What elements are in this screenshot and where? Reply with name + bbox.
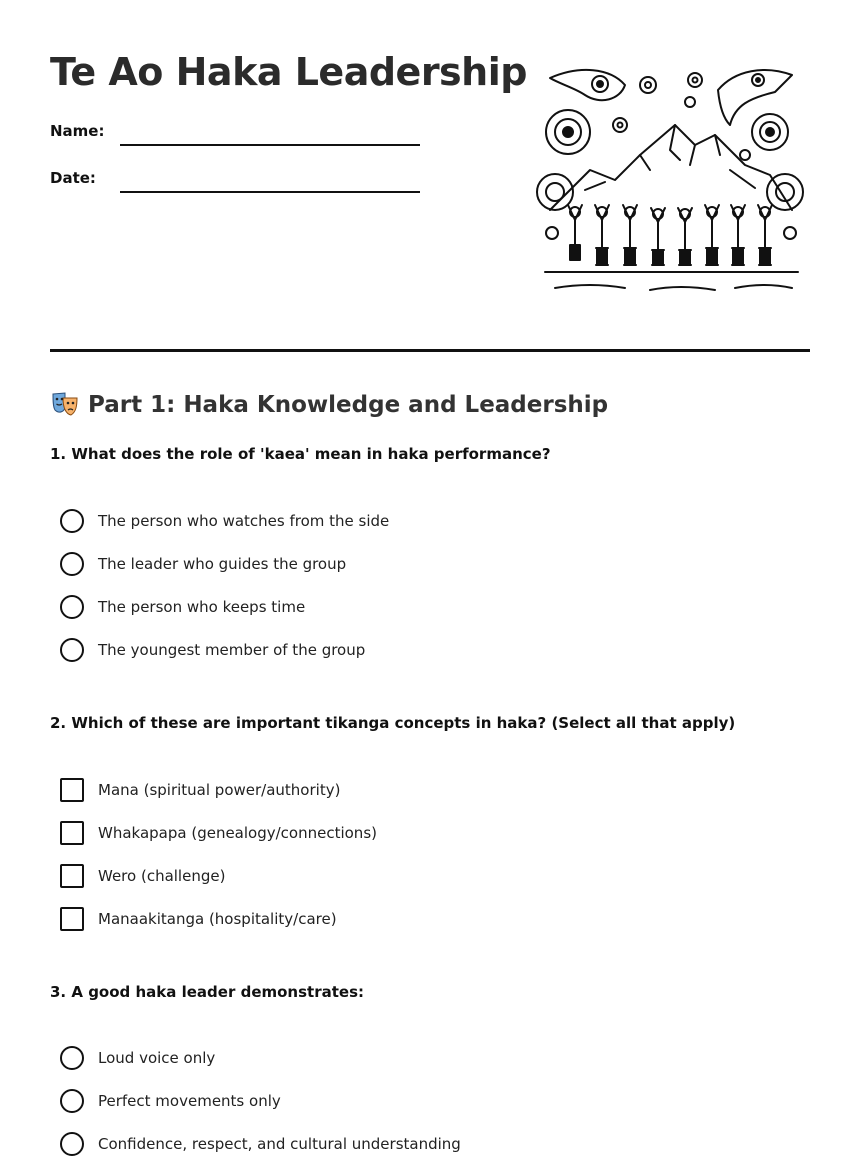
section-title: Part 1: Haka Knowledge and Leadership [88, 392, 609, 418]
haka-group-mountain-illustration [530, 60, 810, 300]
option-label: The youngest member of the group [98, 641, 366, 659]
name-field[interactable] [50, 122, 430, 152]
theater-masks-icon [50, 390, 80, 420]
name-label: Name: [50, 122, 105, 140]
radio-button[interactable] [60, 509, 84, 533]
checkbox[interactable] [60, 778, 84, 802]
q3-option-1[interactable] [60, 1045, 215, 1071]
q1-option-4[interactable] [60, 637, 365, 663]
option-label: Manaakitanga (hospitality/care) [98, 910, 337, 928]
option-label: The person who keeps time [98, 598, 306, 616]
q1-option-1[interactable] [60, 508, 389, 534]
option-label: The person who watches from the side [98, 512, 390, 530]
radio-button[interactable] [60, 595, 84, 619]
section-heading [50, 388, 608, 422]
question-2: 2. Which of these are important tikanga concepts in haka? (Select all that apply) [50, 714, 736, 732]
checkbox[interactable] [60, 864, 84, 888]
option-label: Loud voice only [98, 1049, 216, 1067]
option-label: Whakapapa (genealogy/connections) [98, 824, 377, 842]
radio-button[interactable] [60, 1089, 84, 1113]
date-field[interactable] [50, 169, 430, 199]
checkbox[interactable] [60, 907, 84, 931]
option-label: The leader who guides the group [98, 555, 347, 573]
q1-option-3[interactable] [60, 594, 305, 620]
option-label: Perfect movements only [98, 1092, 281, 1110]
date-label: Date: [50, 169, 96, 187]
q2-option-4[interactable] [60, 906, 337, 932]
radio-button[interactable] [60, 638, 84, 662]
date-input-line[interactable] [120, 191, 420, 193]
option-label: Wero (challenge) [98, 867, 226, 885]
radio-button[interactable] [60, 552, 84, 576]
page-title: Te Ao Haka Leadership [50, 50, 527, 94]
checkbox[interactable] [60, 821, 84, 845]
section-divider [50, 349, 810, 352]
q2-option-1[interactable] [60, 777, 340, 803]
option-label: Confidence, respect, and cultural understanding [98, 1135, 461, 1153]
question-1: 1. What does the role of 'kaea' mean in haka performance? [50, 445, 551, 463]
q3-option-3[interactable] [60, 1131, 461, 1157]
name-input-line[interactable] [120, 144, 420, 146]
q3-option-2[interactable] [60, 1088, 281, 1114]
radio-button[interactable] [60, 1046, 84, 1070]
question-3: 3. A good haka leader demonstrates: [50, 983, 364, 1001]
q2-option-2[interactable] [60, 820, 377, 846]
radio-button[interactable] [60, 1132, 84, 1156]
q2-option-3[interactable] [60, 863, 225, 889]
q1-option-2[interactable] [60, 551, 346, 577]
option-label: Mana (spiritual power/authority) [98, 781, 341, 799]
